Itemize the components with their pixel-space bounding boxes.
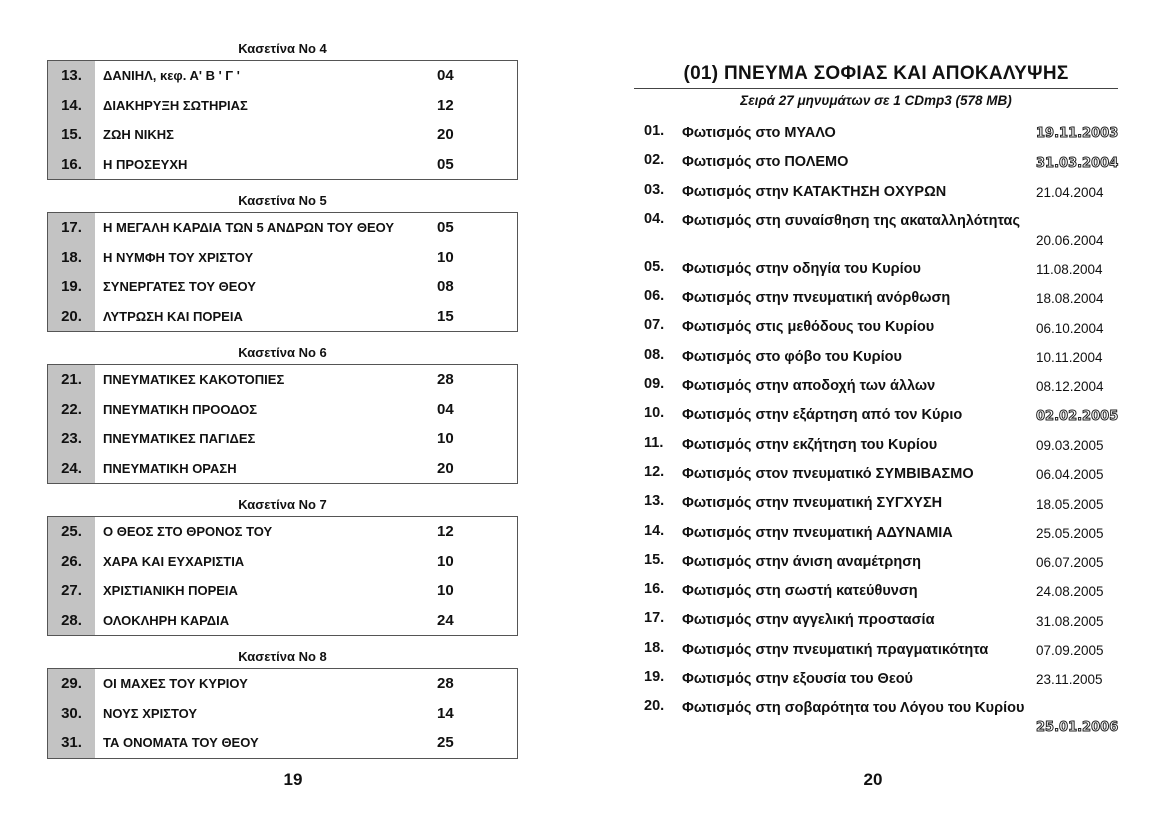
item-title: Φωτισμός στην άνιση αναμέτρηση [682, 553, 921, 570]
item-title: Φωτισμός στον πνευματικό ΣΥΜΒΙΒΑΣΜΟ [682, 465, 974, 482]
item-number: 10. [644, 405, 665, 422]
list-item [634, 118, 1118, 147]
table-row [48, 547, 517, 577]
item-number: 19. [644, 669, 665, 686]
row-number: 13. [48, 61, 95, 91]
row-count: 20 [437, 459, 454, 477]
item-number: 18. [644, 639, 665, 656]
item-title: Φωτισμός στην αγγελική προστασία [682, 612, 935, 629]
item-title: Φωτισμός στην ΚΑΤΑΚΤΗΣΗ ΟΧΥΡΩΝ [682, 183, 947, 200]
item-title: Φωτισμός στην πνευματική ανόρθωση [682, 290, 951, 307]
row-title: ΟΛΟΚΛΗΡΗ ΚΑΡΔΙΑ [103, 612, 230, 628]
list-item [634, 605, 1118, 634]
list-item [634, 693, 1118, 741]
list-item [634, 459, 1118, 488]
table-row [48, 517, 517, 547]
item-number: 08. [644, 346, 665, 363]
row-title: ΟΙ ΜΑΧΕΣ ΤΟΥ ΚΥΡΙΟΥ [103, 676, 248, 691]
row-title: ΣΥΝΕΡΓΑΤΕΣ ΤΟΥ ΘΕΟΥ [103, 279, 256, 294]
item-number: 12. [644, 463, 665, 480]
row-title: Ο ΘΕΟΣ ΣΤΟ ΘΡΟΝΟΣ ΤΟΥ [103, 524, 273, 539]
series-subtitle: Σειρά 27 μηνυμάτων σε 1 CDmp3 (578 MB) [740, 93, 1012, 108]
list-item [634, 177, 1118, 206]
item-number: 04. [644, 210, 665, 227]
list-item [634, 254, 1118, 283]
item-number: 20. [644, 698, 665, 715]
row-title: ΠΝΕΥΜΑΤΙΚΕΣ ΠΑΓΙΔΕΣ [103, 431, 256, 446]
row-number: 27. [48, 576, 95, 606]
cassette-table [47, 60, 518, 180]
item-date: 11.08.2004 [1036, 262, 1103, 278]
row-number: 31. [48, 728, 95, 758]
row-title: Η ΝΥΜΦΗ ΤΟΥ ΧΡΙΣΤΟΥ [103, 249, 254, 265]
row-number: 23. [48, 424, 95, 454]
list-item [634, 371, 1118, 400]
table-row [48, 120, 517, 150]
list-item [634, 342, 1118, 371]
item-title: Φωτισμός στην εξουσία του Θεού [682, 671, 914, 688]
row-count: 28 [437, 371, 454, 388]
row-title: Η ΜΕΓΑΛΗ ΚΑΡΔΙΑ ΤΩΝ 5 ΑΝΔΡΩΝ ΤΟΥ ΘΕΟΥ [103, 220, 395, 235]
row-count: 20 [437, 126, 454, 143]
list-item [634, 518, 1118, 547]
list-item [634, 312, 1118, 341]
item-date: 07.09.2005 [1036, 643, 1104, 659]
list-item [634, 488, 1118, 517]
row-title: ΝΟΥΣ ΧΡΙΣΤΟΥ [103, 705, 198, 721]
item-number: 13. [644, 493, 665, 510]
item-number: 06. [644, 288, 665, 305]
item-date: 06.07.2005 [1036, 555, 1104, 571]
item-date: 24.08.2005 [1036, 584, 1104, 600]
item-number: 11. [644, 434, 664, 451]
table-row [48, 606, 517, 636]
item-title: Φωτισμός στην αποδοχή των άλλων [682, 378, 936, 395]
row-count: 24 [437, 611, 454, 629]
row-number: 26. [48, 547, 95, 577]
item-title: Φωτισμός στην εκζήτηση του Κυρίου [682, 436, 938, 453]
item-date: 02.02.2005 [1036, 408, 1119, 424]
cassette-title: Κασετίνα Νο 8 [238, 649, 327, 664]
cassette-title: Κασετίνα Νο 5 [238, 193, 327, 208]
item-number: 01. [644, 123, 665, 139]
row-count: 10 [437, 552, 454, 570]
list-item [634, 635, 1118, 664]
row-count: 10 [437, 248, 454, 266]
row-title: ΤΑ ΟΝΟΜΑΤΑ ΤΟΥ ΘΕΟΥ [103, 735, 259, 750]
item-number: 09. [644, 376, 665, 393]
table-row [48, 424, 517, 454]
row-count: 10 [437, 430, 454, 447]
table-row [48, 91, 517, 121]
row-number: 24. [48, 454, 95, 484]
cassette-table [47, 516, 518, 636]
item-date: 09.03.2005 [1036, 437, 1104, 453]
item-number: 16. [644, 581, 665, 598]
table-row [48, 395, 517, 425]
row-count: 04 [437, 67, 454, 84]
item-date: 31.08.2005 [1036, 613, 1104, 629]
row-number: 30. [48, 699, 95, 729]
row-number: 29. [48, 669, 95, 699]
item-date: 06.04.2005 [1036, 467, 1104, 483]
row-number: 16. [48, 150, 95, 180]
message-list [634, 118, 1118, 741]
right-page-number: 20 [863, 770, 883, 789]
cassette-title: Κασετίνα Νο 6 [238, 345, 327, 360]
list-item [634, 283, 1118, 312]
row-title: ΠΝΕΥΜΑΤΙΚΗ ΠΡΟΟΔΟΣ [103, 401, 258, 417]
table-row [48, 272, 517, 302]
item-title: Φωτισμός στην πνευματική ΣΥΓΧΥΣΗ [682, 495, 943, 512]
item-date: 21.04.2004 [1036, 184, 1104, 200]
row-count: 25 [437, 734, 454, 751]
row-title: ΠΝΕΥΜΑΤΙΚΗ ΟΡΑΣΗ [103, 460, 237, 476]
list-item [634, 547, 1118, 576]
left-page [47, 38, 518, 759]
item-title: Φωτισμός στην εξάρτηση από τον Κύριο [682, 407, 963, 424]
series-title: (01) ΠΝΕΥΜΑ ΣΟΦΙΑΣ ΚΑΙ ΑΠΟΚΑΛΥΨΗΣ [634, 60, 1118, 89]
table-row [48, 699, 517, 729]
cassette-table [47, 364, 518, 484]
row-title: ΛΥΤΡΩΣΗ ΚΑΙ ΠΟΡΕΙΑ [103, 308, 243, 324]
cassette-table [47, 668, 518, 759]
item-title: Φωτισμός στο ΜΥΑΛΟ [682, 125, 836, 141]
row-title: ΧΑΡΑ ΚΑΙ ΕΥΧΑΡΙΣΤΙΑ [103, 553, 245, 569]
cassette-table [47, 212, 518, 332]
table-row [48, 61, 517, 91]
item-date: 18.08.2004 [1036, 291, 1104, 307]
row-title: ΠΝΕΥΜΑΤΙΚΕΣ ΚΑΚΟΤΟΠΙΕΣ [103, 372, 285, 387]
list-item [634, 147, 1118, 176]
row-count: 08 [437, 278, 454, 295]
item-date: 25.05.2005 [1036, 525, 1104, 541]
row-title: Η ΠΡΟΣΕΥΧΗ [103, 156, 188, 172]
item-date: 08.12.2004 [1036, 379, 1104, 395]
row-count: 10 [437, 582, 454, 599]
item-date: 10.11.2004 [1036, 350, 1103, 366]
cassette-title: Κασετίνα Νο 4 [238, 41, 327, 56]
item-number: 02. [644, 152, 665, 169]
row-number: 28. [48, 606, 95, 636]
table-row [48, 454, 517, 484]
table-row [48, 150, 517, 180]
left-page-number: 19 [283, 770, 303, 789]
table-row [48, 669, 517, 699]
list-item [634, 576, 1118, 605]
row-title: ΔΙΑΚΗΡΥΞΗ ΣΩΤΗΡΙΑΣ [103, 97, 248, 113]
table-row [48, 365, 517, 395]
row-number: 20. [48, 302, 95, 332]
cassette-title: Κασετίνα Νο 7 [238, 497, 327, 512]
row-title: ΧΡΙΣΤΙΑΝΙΚΗ ΠΟΡΕΙΑ [103, 583, 238, 598]
table-row [48, 728, 517, 758]
list-item [634, 664, 1118, 693]
list-item [634, 400, 1118, 429]
item-title: Φωτισμός στη σοβαρότητα του Λόγου του Κυρίου [682, 700, 1025, 717]
item-date: 19.11.2003 [1036, 126, 1119, 142]
table-row [48, 576, 517, 606]
right-page [634, 60, 1118, 741]
row-count: 05 [437, 219, 454, 236]
item-date: 06.10.2004 [1036, 320, 1104, 336]
row-number: 25. [48, 517, 95, 547]
row-count: 14 [437, 704, 454, 722]
table-row [48, 302, 517, 332]
row-count: 28 [437, 675, 454, 692]
list-item [634, 430, 1118, 459]
item-title: Φωτισμός στην οδηγία του Κυρίου [682, 260, 921, 277]
row-number: 19. [48, 272, 95, 302]
item-title: Φωτισμός στην πνευματική πραγματικότητα [682, 641, 989, 658]
item-number: 03. [644, 181, 665, 198]
row-number: 18. [48, 243, 95, 273]
row-number: 14. [48, 91, 95, 121]
item-date: 31.03.2004 [1036, 155, 1119, 171]
item-date: 25.01.2006 [1036, 720, 1119, 736]
item-title: Φωτισμός στο ΠΟΛΕΜΟ [682, 154, 849, 171]
row-count: 05 [437, 155, 454, 173]
row-number: 21. [48, 365, 95, 395]
row-number: 15. [48, 120, 95, 150]
row-number: 22. [48, 395, 95, 425]
item-number: 05. [644, 258, 665, 275]
row-count: 04 [437, 400, 454, 418]
item-number: 17. [644, 610, 665, 627]
row-count: 12 [437, 96, 454, 114]
item-number: 14. [644, 522, 665, 539]
row-count: 15 [437, 307, 454, 325]
row-title: ΔΑΝΙΗΛ, κεφ. Α' Β ' Γ ' [103, 68, 240, 83]
item-number: 15. [644, 551, 665, 568]
item-title: Φωτισμός στη συναίσθηση της ακαταλληλότητας [682, 212, 1021, 229]
item-title: Φωτισμός στην πνευματική ΑΔΥΝΑΜΙΑ [682, 524, 953, 541]
table-row [48, 213, 517, 243]
item-number: 07. [644, 317, 665, 334]
row-count: 12 [437, 523, 454, 540]
item-date: 18.05.2005 [1036, 496, 1104, 512]
row-title: ΖΩΗ ΝΙΚΗΣ [103, 127, 174, 142]
item-date: 20.06.2004 [1036, 232, 1104, 248]
row-number: 17. [48, 213, 95, 243]
list-item [634, 206, 1118, 254]
item-title: Φωτισμός στις μεθόδους του Κυρίου [682, 319, 935, 336]
item-title: Φωτισμός στη σωστή κατεύθυνση [682, 583, 918, 600]
table-row [48, 243, 517, 273]
item-title: Φωτισμός στο φόβο του Κυρίου [682, 348, 902, 365]
item-date: 23.11.2005 [1036, 672, 1103, 688]
